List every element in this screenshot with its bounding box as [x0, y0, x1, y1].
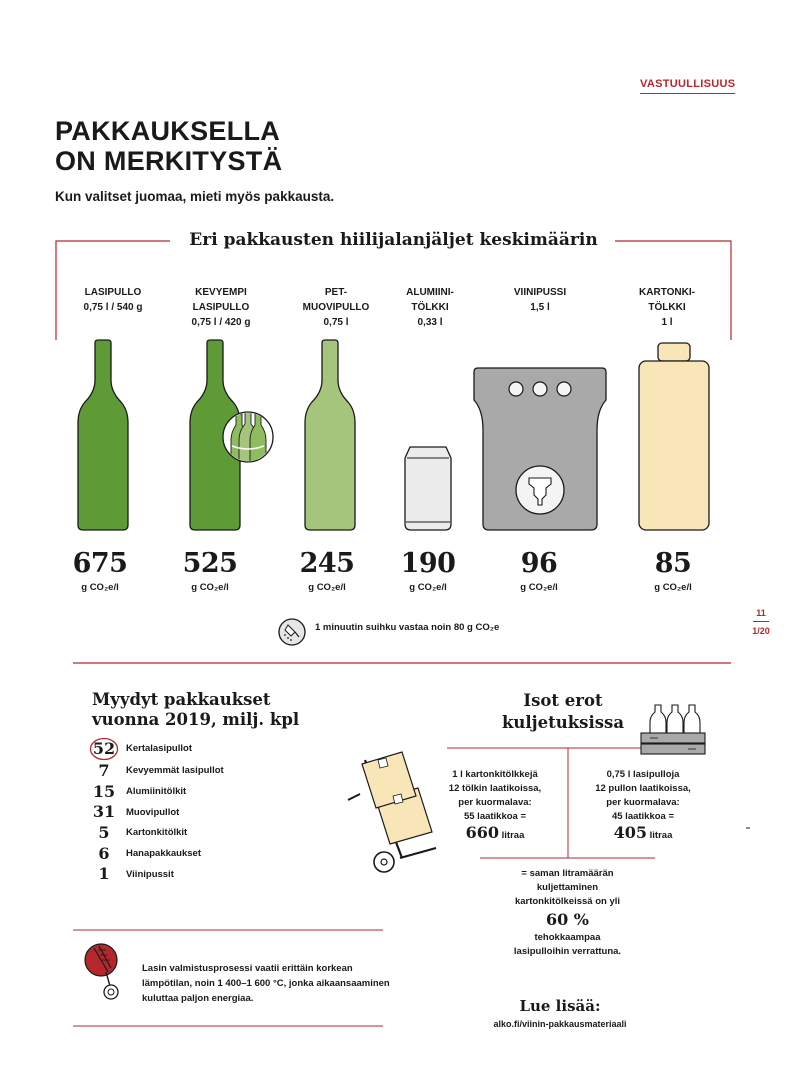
sold-value: 31 — [92, 802, 116, 821]
conclusion-line: kuljettaminen — [536, 882, 599, 893]
transport-line: 0,75 l lasipulloja — [606, 769, 680, 780]
transport-line: 55 laatikkoa = — [463, 811, 527, 822]
conclusion-value: 60 % — [545, 910, 590, 929]
read-more-label: Lue lisää: — [519, 997, 601, 1015]
shower-note: 1 minuutin suihku vastaa noin 80 g CO₂e — [315, 622, 500, 633]
footprint-unit: g CO₂e/l — [654, 582, 692, 593]
section-tag: VASTUULLISUUS — [640, 78, 735, 94]
transport-carton-value: 660 — [465, 823, 500, 842]
sold-label: Alumiinitölkit — [126, 786, 187, 797]
sold-value: 6 — [98, 844, 110, 863]
transport-line: per kuormalava: — [606, 797, 680, 808]
package-size: 0,75 l / 540 g — [83, 302, 143, 313]
package-name: TÖLKKI — [648, 302, 686, 313]
package-name: KARTONKI- — [639, 287, 695, 298]
sold-heading-line-1: Myydyt pakkaukset — [92, 690, 271, 709]
read-more-link[interactable]: alko.fi/viinin-pakkausmateriaali — [493, 1019, 627, 1029]
sold-value: 5 — [98, 823, 110, 842]
package-name: PET- — [324, 287, 348, 298]
sold-label: Kevyemmät lasipullot — [126, 765, 224, 776]
transport-line: 12 pullon laatikoissa, — [595, 783, 691, 794]
footprint-value-pet: 245 — [299, 548, 355, 579]
conclusion-line: tehokkaampaa — [534, 932, 601, 943]
footprint-value-can: 190 — [400, 548, 456, 579]
subtitle: Kun valitset juomaa, mieti myös pakkausta. — [55, 189, 335, 204]
transport-heading-line-2: kuljetuksissa — [501, 713, 625, 732]
package-size: 0,33 l — [417, 317, 443, 328]
sold-heading-line-2: vuonna 2019, milj. kpl — [92, 710, 300, 729]
sold-value: 15 — [92, 782, 116, 801]
package-name: KEVYEMPI — [195, 287, 247, 298]
footprint-unit: g CO₂e/l — [409, 582, 447, 593]
package-name: LASIPULLO — [84, 287, 142, 298]
transport-line: 1 l kartonkitölkkejä — [452, 769, 538, 780]
conclusion-line: = saman litramäärän — [521, 868, 614, 879]
package-name: LASIPULLO — [192, 302, 250, 313]
thermometer-icon — [80, 942, 130, 1012]
package-size: 1,5 l — [530, 302, 550, 313]
transport-heading-line-1: Isot erot — [523, 691, 603, 710]
transport-glass-value: 405 — [613, 823, 648, 842]
footprint-unit: g CO₂e/l — [520, 582, 558, 593]
conclusion-line: lasipulloihin verrattuna. — [513, 946, 622, 957]
package-name: MUOVIPULLO — [302, 302, 370, 313]
package-name: TÖLKKI — [411, 302, 449, 313]
footprint-value-carton: 85 — [654, 548, 692, 579]
transport-carton-total — [430, 823, 560, 843]
package-size: 1 l — [661, 317, 673, 328]
package-size: 0,75 l — [323, 317, 349, 328]
transport-unit: litraa — [649, 830, 673, 841]
footprint-unit: g CO₂e/l — [191, 582, 229, 593]
footprint-unit: g CO₂e/l — [81, 582, 119, 593]
package-name: ALUMIINI- — [406, 287, 454, 298]
glass-note: Lasin valmistusprosessi vaatii erittäin korkean lämpötilan, noin 1 400–1 600 °C, jonka aikaansaaminen kuluttaa paljon energiaa. — [142, 963, 390, 1004]
sold-label: Kertalasipullot — [126, 743, 192, 754]
sold-label: Viinipussit — [126, 869, 174, 880]
sold-label: Kartonkitölkit — [126, 827, 188, 838]
sold-value: 7 — [98, 761, 110, 780]
transport-carton-text — [430, 768, 560, 843]
transport-glass-total — [578, 823, 708, 843]
footprint-value-light-glass: 525 — [182, 548, 238, 579]
transport-glass-text — [578, 768, 708, 843]
page-current: 11 — [756, 608, 766, 618]
conclusion-line: kartonkitölkeissä on yli — [514, 896, 621, 907]
transport-unit: litraa — [501, 830, 525, 841]
title-line-1: PAKKAUKSELLA — [55, 116, 281, 146]
title-line-2: ON MERKITYSTÄ — [55, 146, 283, 176]
footprint-heading: Eri pakkausten hiilijalanjäljet keskimäärin — [189, 230, 598, 250]
transport-line: per kuormalava: — [458, 797, 532, 808]
carton-box-icon — [362, 752, 432, 844]
sold-label: Muovipullot — [126, 807, 180, 818]
page-total: 1/20 — [752, 626, 770, 636]
footprint-unit: g CO₂e/l — [308, 582, 346, 593]
package-size: 0,75 l / 420 g — [191, 317, 251, 328]
package-name: VIINIPUSSI — [513, 287, 567, 298]
transport-conclusion — [480, 867, 655, 959]
transport-line: 12 tölkin laatikoissa, — [448, 783, 542, 794]
bottle-crate-icon — [641, 705, 705, 754]
sold-value: 52 — [92, 739, 116, 758]
transport-line: 45 laatikkoa = — [611, 811, 675, 822]
sold-value: 1 — [98, 864, 110, 883]
footprint-value-wine-bag: 96 — [520, 548, 558, 579]
footprint-value-glass: 675 — [72, 548, 128, 579]
sold-label: Hanapakkaukset — [126, 848, 201, 859]
